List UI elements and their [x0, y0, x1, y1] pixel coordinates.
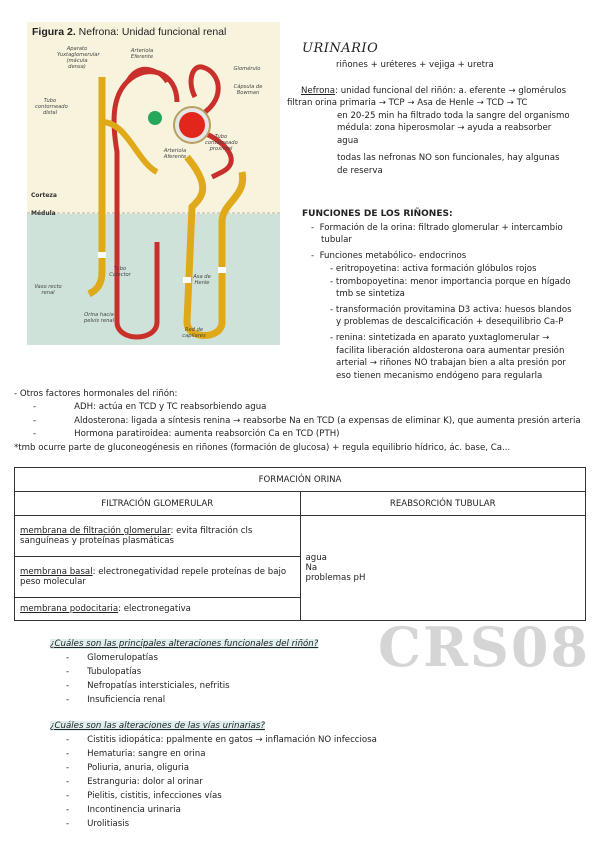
table-row-1 — [15, 516, 301, 557]
label-medula: Médula — [31, 210, 56, 217]
otros-item-3-text: Hormona paratiroidea: aumenta reabsorción Ca en TCD (PTH) — [74, 429, 340, 439]
vias-item-6: - Incontinencia urinaria — [66, 805, 181, 815]
renal-item-1: - Glomerulopatías — [66, 653, 158, 663]
renal-item-2-text: Tubulopatías — [87, 667, 142, 677]
otros-item-1: - ADH: actúa en TCD y TC reabsorbiendo agua — [33, 402, 267, 412]
table-col1-header: FILTRACIÓN GLOMERULAR — [15, 492, 301, 516]
table-row-3 — [15, 598, 301, 621]
renal-item-4: - Insuficiencia renal — [66, 695, 166, 705]
label-arteriola-aferente: Arteriola Aferente — [163, 148, 187, 160]
funciones-sub-2: - trombopoyetina: menor importancia porque en hígado — [330, 277, 571, 287]
urinario-line-5: de reserva — [337, 166, 383, 176]
renal-item-3-text: Nefropatías intersticiales, nefritis — [87, 681, 230, 691]
nephron-figure — [27, 22, 280, 345]
table-title: FORMACIÓN ORINA — [15, 468, 586, 492]
reabsorcion-1: agua — [305, 553, 327, 563]
label-asa-henle: Asa de Henle — [193, 274, 211, 286]
label-tubo-distal: Tubo contorneado distal — [35, 98, 68, 116]
row-3-text: : electronegativa — [118, 604, 191, 614]
urinario-line-3: agua — [337, 136, 359, 146]
reabsorcion-2: Na — [305, 563, 318, 573]
funciones-sub-4: - transformación provitamina D3 activa: huesos blandos — [330, 305, 572, 315]
urinario-line-4: todas las nefronas NO son funcionales, hay algunas — [337, 153, 560, 163]
nefrona-line2: filtran orina primaria → TCP → Asa de Henle → TCD → TC — [287, 98, 528, 108]
alteraciones-vias-question-text: ¿Cuáles son las alteraciones de las vías urinarias? — [50, 721, 265, 731]
urinario-subtitle: riñones + uréteres + vejiga + uretra — [336, 60, 494, 70]
funciones-title: FUNCIONES DE LOS RIÑONES: — [302, 209, 453, 219]
renal-item-2: - Tubulopatías — [66, 667, 142, 677]
vias-item-3: - Poliuria, anuria, oliguria — [66, 763, 190, 773]
funciones-sub-9: eso tienen mecanismo endógeno para regularla — [336, 371, 543, 381]
label-orina-pelvis: Orina hacia pelvis renal — [83, 312, 115, 324]
row-3-label: membrana podocitaria — [20, 604, 119, 614]
funciones-item-1b: tubular — [321, 235, 352, 245]
label-tubo-proximal: Tubo contorneado proximal — [205, 134, 238, 152]
alteraciones-renales-question-text: ¿Cuáles son las principales alteraciones funcionales del riñón? — [50, 639, 319, 649]
nefrona-line1-text: : unidad funcional del riñón: a. eferente → glomérulos — [335, 86, 567, 96]
funciones-sub-1: - eritropoyetina: activa formación glóbulos rojos — [330, 264, 537, 274]
otros-item-2: - Aldosterona: ligada a síntesis renina → reabsorbe Na en TCD (a expensas de eliminar K), que aumenta presión arteria — [33, 416, 581, 426]
renal-item-3: - Nefropatías intersticiales, nefritis — [66, 681, 230, 691]
table-col2-header: REABSORCIÓN TUBULAR — [300, 492, 586, 516]
funciones-item-2-text: Funciones metabólico- endocrinos — [319, 251, 467, 261]
label-glomerulo: Glomérulo — [233, 66, 261, 72]
vias-item-5: - Pielitis, cistitis, infecciones vías — [66, 791, 222, 801]
row-2-text: : electronegatividad repele proteínas de bajo peso molecular — [20, 567, 287, 587]
vias-item-1: - Cistitis idiopática: ppalmente en gatos → inflamación NO infecciosa — [66, 735, 377, 745]
vias-item-7: - Urolitiasis — [66, 819, 130, 829]
vias-item-2: - Hematuria: sangre en orina — [66, 749, 206, 759]
vias-item-1-text: Cistitis idiopática: ppalmente en gatos → inflamación NO infecciosa — [87, 735, 377, 745]
funciones-item-2: - Funciones metabólico- endocrinos — [311, 251, 467, 261]
otros-title: - Otros factores hormonales del riñón: — [14, 389, 178, 399]
urinario-title: URINARIO — [302, 41, 379, 56]
label-red-capilares: Red de capilares — [182, 327, 206, 339]
label-vaso-recto: Vaso recto renal — [34, 284, 62, 296]
renal-item-4-text: Insuficiencia renal — [87, 695, 166, 705]
label-capsula: Cápsula de Bowman — [233, 84, 263, 96]
vias-item-4-text: Estranguria: dolor al orinar — [87, 777, 203, 787]
funciones-sub-5: y problemas de descalcificación + desequilibrio Ca-P — [336, 317, 564, 327]
vias-item-4: - Estranguria: dolor al orinar — [66, 777, 203, 787]
reabsorcion-cell — [300, 516, 586, 621]
label-arteriola-eferente: Arteriola Eferente — [130, 48, 154, 60]
funciones-sub-3: tmb se sintetiza — [336, 289, 405, 299]
otros-item-3: - Hormona paratiroidea: aumenta reabsorción Ca en TCD (PTH) — [33, 429, 340, 439]
otros-item-2-text: Aldosterona: ligada a síntesis renina → reabsorbe Na en TCD (a expensas de eliminar K), que aumenta presión arteria — [74, 416, 581, 426]
alteraciones-renales-question — [50, 639, 318, 651]
watermark: CRS08 — [378, 615, 590, 679]
otros-note: *tmb ocurre parte de gluconeogénesis en riñones (formación de glucosa) + regula equilibrio hídrico, ác. base, Ca... — [14, 443, 511, 453]
figure-title-bold: Figura 2. — [32, 26, 76, 38]
funciones-sub-6: - renina: sintetizada en aparato yuxtaglomerular → — [330, 333, 550, 343]
formacion-orina-table — [14, 467, 586, 621]
table-row-2 — [15, 557, 301, 598]
row-1-text: : evita filtración cls sanguíneas y proteínas plasmáticas — [20, 526, 253, 546]
reabsorcion-3: problemas pH — [305, 573, 366, 583]
label-tubo-colector: Tubo Colector — [109, 266, 131, 278]
funciones-item-1-text: Formación de la orina: filtrado glomerular + intercambio — [319, 223, 563, 233]
label-corteza: Corteza — [31, 192, 57, 199]
otros-item-1-text: ADH: actúa en TCD y TC reabsorbiendo agua — [74, 402, 267, 412]
funciones-item-1: - Formación de la orina: filtrado glomerular + intercambio — [311, 223, 563, 233]
vias-item-7-text: Urolitiasis — [87, 819, 130, 829]
funciones-sub-7: facilita liberación aldosterona oara aumentar presión — [336, 346, 565, 356]
vias-item-5-text: Pielitis, cistitis, infecciones vías — [87, 791, 222, 801]
renal-item-1-text: Glomerulopatías — [87, 653, 158, 663]
urinario-line-2: médula: zona hiperosmolar → ayuda a reabsorber — [337, 123, 552, 133]
vias-item-2-text: Hematuria: sangre en orina — [87, 749, 206, 759]
funciones-sub-8: arterial → riñones NO trabajan bien a alta presión por — [336, 358, 566, 368]
alteraciones-vias-question — [50, 721, 265, 733]
row-1-label: membrana de filtración glomerular — [20, 526, 171, 536]
nefrona-label: Nefrona — [301, 86, 336, 96]
row-2-label: membrana basal — [20, 567, 93, 577]
vias-item-3-text: Poliuria, anuria, oliguria — [87, 763, 190, 773]
label-aparato: Aparato Yuxtaglomerular (mácula densa) — [57, 46, 100, 70]
nefrona-line1 — [301, 86, 566, 98]
vias-item-6-text: Incontinencia urinaria — [87, 805, 181, 815]
urinario-line-1: en 20-25 min ha filtrado toda la sangre del organismo — [337, 111, 570, 121]
figure-title-rest: Nefrona: Unidad funcional renal — [75, 26, 227, 38]
